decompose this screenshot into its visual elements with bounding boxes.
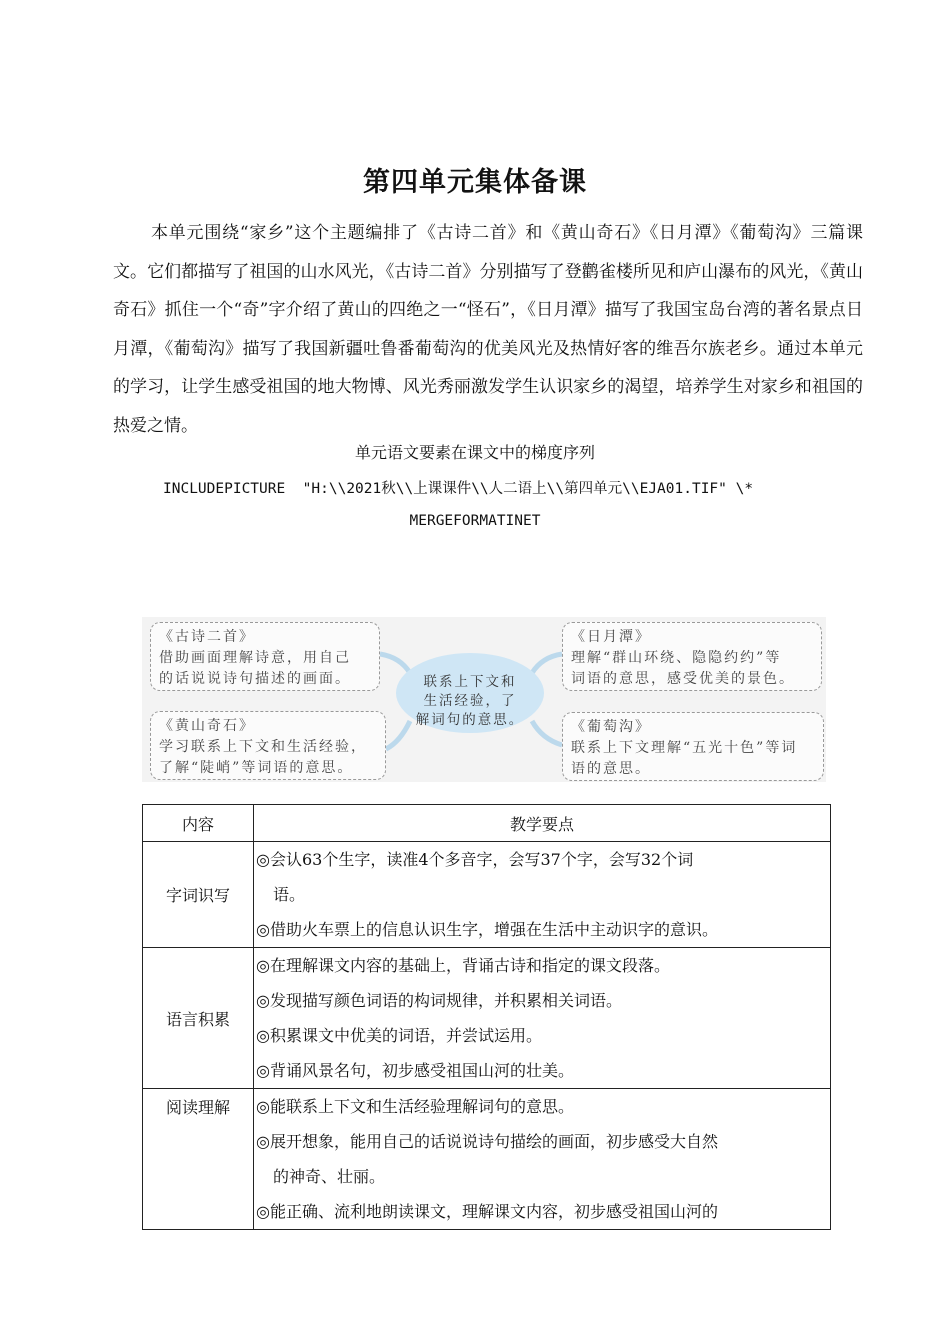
point-item <box>254 1124 830 1194</box>
row-category: 字词识写 <box>143 842 254 948</box>
center-line: 解词句的意思。 <box>415 712 525 728</box>
lesson-text: 语的意思。 <box>571 761 651 777</box>
central-goal <box>396 653 544 733</box>
point-item: ◎背诵风景名句，初步感受祖国山河的壮美。 <box>256 1061 574 1080</box>
lesson-text: 联系上下文理解“五光十色”等词 <box>571 740 798 756</box>
header-content: 内容 <box>143 805 254 842</box>
row-points <box>254 842 831 948</box>
lesson-box-huangshan <box>150 711 386 780</box>
table-row <box>143 842 831 948</box>
point-line: 的神奇、壮丽。 <box>273 1167 386 1186</box>
table-row <box>143 948 831 1089</box>
lesson-text: 了解“陡峭”等词语的意思。 <box>159 760 354 776</box>
lesson-text: 的话说说诗句描述的画面。 <box>159 671 351 687</box>
lesson-box-gushi <box>150 622 380 691</box>
lesson-box-riyuetan <box>562 622 822 691</box>
table-row <box>143 1089 831 1230</box>
teaching-points-table <box>142 804 831 1230</box>
lesson-title: 《黄山奇石》 <box>159 718 255 734</box>
center-line: 生活经验，了 <box>423 693 517 709</box>
table-header-row <box>143 805 831 842</box>
row-points <box>254 948 831 1089</box>
lesson-text: 借助画面理解诗意，用自己 <box>159 650 351 666</box>
lesson-title: 《古诗二首》 <box>159 629 255 645</box>
lesson-title: 《日月潭》 <box>571 629 651 645</box>
lesson-text: 理解“群山环绕、隐隐约约”等 <box>571 650 782 666</box>
point-item: ◎能联系上下文和生活经验理解词句的意思。 <box>256 1097 574 1116</box>
lesson-text: 学习联系上下文和生活经验， <box>159 739 367 755</box>
row-points <box>254 1089 831 1230</box>
center-line: 联系上下文和 <box>423 674 517 690</box>
point-line: ◎会认63个生字，读准4个多音字，会写37个字，会写32个词 <box>256 850 694 869</box>
lesson-box-putaogou <box>562 712 824 781</box>
point-item: ◎能正确、流利地朗读课文，理解课文内容，初步感受祖国山河的 <box>256 1202 718 1221</box>
point-item: ◎发现描写颜色词语的构词规律，并积累相关词语。 <box>256 991 622 1010</box>
intro-paragraph: 本单元围绕“家乡”这个主题编排了《古诗二首》和《黄山奇石》《日月潭》《葡萄沟》三篇课文。它们都描写了祖国的山水风光，《古诗二首》分别描写了登鹳雀楼所见和庐山瀑布的风光，《黄山奇石》抓住一个“奇”字介绍了黄山的四绝之一“怪石”，《日月潭》描写了我国宝岛台湾的著名景点日月潭，《葡萄沟》描写了我国新疆吐鲁番葡萄沟的优美风光及热情好客的维吾尔族老乡。通过本单元的学习，让学生感受祖国的地大物博、风光秀丽激发学生认识家乡的渴望，培养学生对家乡和祖国的热爱之情。 <box>113 223 863 436</box>
section-subtitle: 单元语文要素在课文中的梯度序列 <box>354 443 595 462</box>
field-code-line-2: MERGEFORMATINET <box>409 513 541 529</box>
point-item: ◎积累课文中优美的词语，并尝试运用。 <box>256 1026 542 1045</box>
page-title: 第四单元集体备课 <box>363 167 587 198</box>
point-item: ◎在理解课文内容的基础上，背诵古诗和指定的课文段落。 <box>256 956 670 975</box>
header-points: 教学要点 <box>254 805 831 842</box>
point-item: ◎借助火车票上的信息认识生字，增强在生活中主动识字的意识。 <box>256 920 718 939</box>
point-line: 语。 <box>273 885 306 904</box>
mind-map-diagram <box>142 617 826 782</box>
lesson-title: 《葡萄沟》 <box>571 719 651 735</box>
lesson-text: 词语的意思，感受优美的景色。 <box>571 671 795 687</box>
point-line: ◎展开想象，能用自己的话说说诗句描绘的画面，初步感受大自然 <box>256 1132 718 1151</box>
row-category: 语言积累 <box>143 948 254 1089</box>
row-category: 阅读理解 <box>143 1089 254 1230</box>
point-item <box>254 842 830 912</box>
field-code-line-1: INCLUDEPICTURE "H:\\2021秋\\上课课件\\人二语上\\第四单元\\EJA01.TIF" \* <box>163 481 754 497</box>
